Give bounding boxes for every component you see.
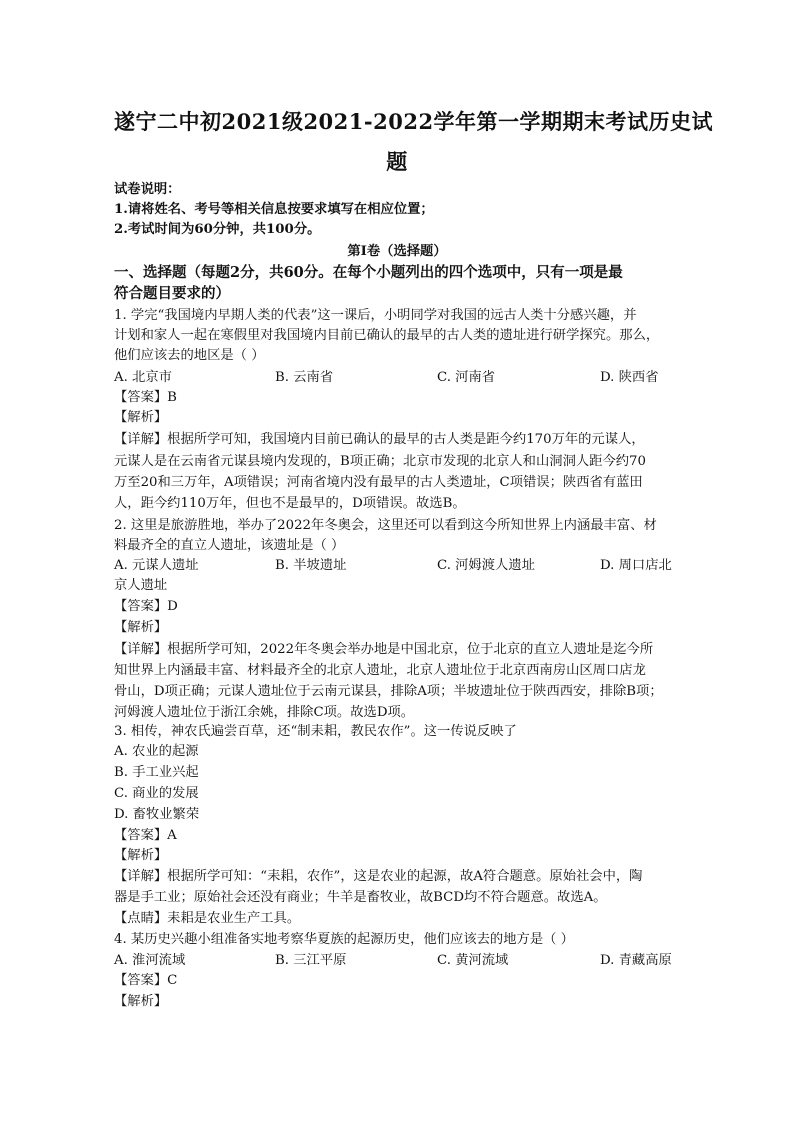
exam-title-line1: 遂宁二中初2021级2021-2022学年第一学期期末考试历史试	[114, 109, 714, 134]
q2-option-d: D. 周口店北	[600, 558, 672, 573]
q1-answer: 【答案】B	[114, 390, 177, 405]
q2-option-d-continued: 京人遗址	[114, 578, 168, 593]
q2-stem-line2: 料最齐全的直立人遗址，该遗址是（ ）	[114, 538, 345, 553]
q4-option-a: A. 淮河流域	[114, 953, 186, 968]
q1-analysis: 【解析】	[114, 410, 168, 425]
q2-option-c: C. 河姆渡人遗址	[437, 558, 535, 573]
q3-option-a: A. 农业的起源	[114, 744, 199, 759]
q1-option-d: D. 陕西省	[600, 370, 659, 385]
instruction-item-2: 2.考试时间为60分钟，共100分。	[114, 222, 321, 237]
instructions-heading: 试卷说明：	[114, 182, 181, 197]
q3-option-d: D. 畜牧业繁荣	[114, 807, 200, 822]
q4-analysis: 【解析】	[114, 994, 168, 1009]
q3-stem: 3. 相传，神农氏遍尝百草，还“制耒耜，教民农作”。这一传说反映了	[114, 724, 517, 739]
q4-answer: 【答案】C	[114, 973, 178, 988]
q4-option-b: B. 三江平原	[275, 953, 347, 968]
q2-answer: 【答案】D	[114, 599, 178, 614]
q4-option-d: D. 青藏高原	[600, 953, 672, 968]
q1-option-c: C. 河南省	[437, 370, 496, 385]
q2-option-a: A. 元谋人遗址	[114, 558, 199, 573]
instruction-item-1: 1.请将姓名、考号等相关信息按要求填写在相应位置；	[114, 202, 434, 217]
section-title: 第Ⅰ卷（选择题）	[347, 244, 447, 259]
q4-stem: 4. 某历史兴趣小组准备实地考察华夏族的起源历史，他们应该去的地方是（ ）	[114, 932, 574, 947]
q3-detail-line2: 器是手工业；原始社会还没有商业；牛羊是畜牧业，故BCD均不符合题意。故选A。	[114, 890, 607, 905]
q2-stem-line1: 2. 这里是旅游胜地，举办了2022年冬奥会，这里还可以看到这今所知世界上内涵最丰富、材	[114, 518, 657, 533]
q2-detail-line2: 知世界上内涵最丰富、材料最齐全的北京人遗址，北京人遗址位于北京西南房山区周口店龙	[114, 663, 646, 678]
q2-detail-line3: 骨山，D项正确；元谋人遗址位于云南元谋县，排除A项；半坡遗址位于陕西西安，排除B项；	[114, 684, 663, 699]
q2-analysis: 【解析】	[114, 620, 168, 635]
q3-option-b: B. 手工业兴起	[114, 765, 199, 780]
q1-stem-line2: 计划和家人一起在寒假里对我国境内目前已确认的最早的古人类的遗址进行研学探究。那么，	[114, 328, 660, 343]
q1-stem-line1: 1. 学完“我国境内早期人类的代表”这一课后，小明同学对我国的远古人类十分感兴趣，并	[114, 308, 637, 323]
q1-stem-line3: 他们应该去的地区是（ ）	[114, 348, 265, 363]
section-heading-line1: 一、选择题（每题2分，共60分。在每个小题列出的四个选项中，只有一项是最	[114, 264, 623, 281]
q1-detail-line1: 【详解】根据所学可知，我国境内目前已确认的最早的古人类是距今约170万年的元谋人，	[114, 432, 645, 447]
q3-analysis: 【解析】	[114, 848, 168, 863]
q2-option-b: B. 半坡遗址	[275, 558, 347, 573]
q1-detail-line2: 元谋人是在云南省元谋县境内发现的，B项正确；北京市发现的北京人和山洞洞人距今约70	[114, 454, 646, 469]
q3-detail-line1: 【详解】根据所学可知：“耒耜，农作”，这是农业的起源，故A符合题意。原始社会中，陶	[114, 869, 643, 884]
q3-option-c: C. 商业的发展	[114, 786, 199, 801]
q1-detail-line4: 人，距今约110万年，但也不是最早的，D项错误。故选B。	[114, 496, 466, 511]
q1-option-b: B. 云南省	[275, 370, 334, 385]
q2-detail-line4: 河姆渡人遗址位于浙江余姚，排除C项。故选D项。	[114, 705, 415, 720]
q3-answer: 【答案】A	[114, 828, 177, 843]
q1-detail-line3: 万至20和三万年，A项错误；河南省境内没有最早的古人类遗址，C项错误；陕西省有蓝田	[114, 475, 643, 490]
q4-option-c: C. 黄河流域	[437, 953, 509, 968]
q3-note: 【点睛】耒耜是农业生产工具。	[114, 911, 301, 926]
q2-detail-line1: 【详解】根据所学可知，2022年冬奥会举办地是中国北京，位于北京的直立人遗址是迄今所	[114, 642, 654, 657]
section-heading-line2: 符合题目要求的）	[114, 285, 230, 302]
q1-option-a: A. 北京市	[114, 370, 172, 385]
exam-title-line2: 题	[386, 149, 408, 174]
